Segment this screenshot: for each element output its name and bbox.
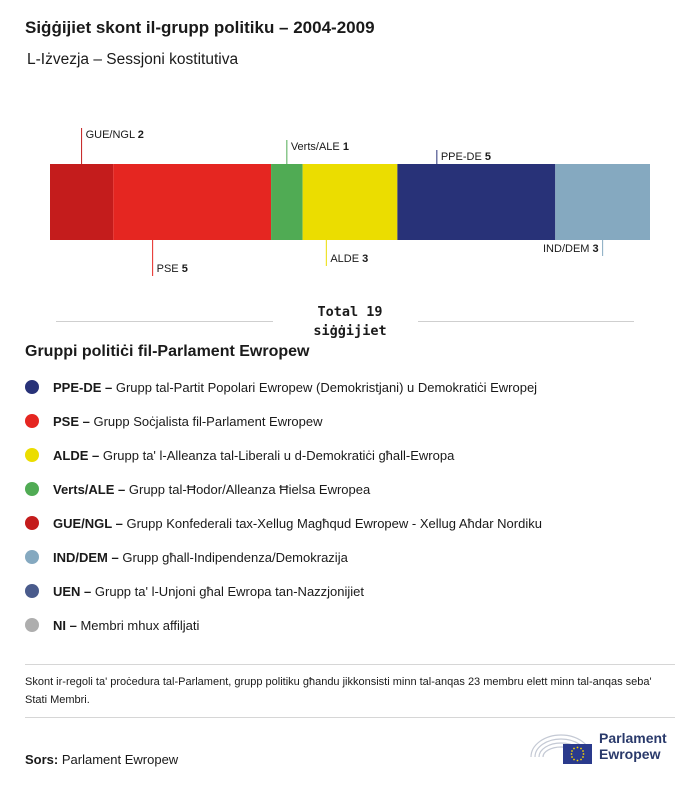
legend-description: Grupp għall-Indipendenza/Demokrazija <box>118 549 348 565</box>
segment-label-name: Verts/ALE <box>290 141 343 153</box>
stacked-bar-chart <box>0 120 700 285</box>
legend-abbr: PSE – <box>53 413 90 429</box>
legend-item <box>25 540 542 574</box>
segment-label-value: 2 <box>137 129 144 141</box>
european-parliament-logo <box>529 727 667 765</box>
segment-label <box>86 129 144 141</box>
segment-label <box>291 141 349 153</box>
source-label: Sors: <box>25 752 59 767</box>
hemicycle-flag-icon <box>529 727 593 765</box>
bar-segment <box>113 164 271 240</box>
legend-abbr: IND/DEM – <box>53 549 119 565</box>
bar-segment <box>303 164 398 240</box>
bar-segment <box>397 164 555 240</box>
bar-segment <box>555 164 650 240</box>
total-seats-label <box>284 303 416 341</box>
source-line <box>25 752 178 767</box>
legend-description: Grupp ta' l-Alleanza tal-Liberali u d-Demokratiċi għall-Ewropa <box>99 447 455 463</box>
legend-swatch <box>25 550 39 564</box>
legend-swatch <box>25 516 39 530</box>
bar-segment <box>50 164 113 240</box>
legend-item <box>25 608 542 642</box>
legend-swatch <box>25 482 39 496</box>
total-label-line1: Total 19 <box>317 304 383 320</box>
legend-item <box>25 404 542 438</box>
segment-label <box>157 263 188 275</box>
segment-label-name: PPE-DE <box>440 151 485 163</box>
legend-abbr: Verts/ALE – <box>53 481 126 497</box>
legend-item <box>25 506 542 540</box>
legend-abbr: UEN – <box>53 583 92 599</box>
legend-swatch <box>25 584 39 598</box>
segment-label <box>330 253 368 265</box>
bar-segment <box>271 164 303 240</box>
legend-item <box>25 370 542 404</box>
legend-description: Grupp ta' l-Unjoni għal Ewropa tan-Nazzjonijiet <box>91 583 365 599</box>
legend-item <box>25 438 542 472</box>
chart-title: Siġġijiet skont il-grupp politiku – 2004-2009 <box>25 18 375 37</box>
segment-label-name: IND/DEM <box>543 243 593 255</box>
logo-text <box>599 730 667 762</box>
segment-label <box>543 243 599 255</box>
segment-label-value: 5 <box>181 263 188 275</box>
legend-swatch <box>25 618 39 632</box>
legend-item <box>25 574 542 608</box>
total-label-line2: siġġijiet <box>313 323 387 339</box>
logo-line2: Ewropew <box>599 746 661 762</box>
legend-swatch <box>25 448 39 462</box>
legend-title: Gruppi politiċi fil-Parlament Ewropew <box>25 343 310 360</box>
legend-description: Grupp Konfederali tax-Xellug Magħqud Ewropew - Xellug Aħdar Nordiku <box>122 515 542 531</box>
legend-description: Grupp Soċjalista fil-Parlament Ewropew <box>89 413 323 429</box>
segment-label-name: ALDE <box>330 253 363 265</box>
footnote: Skont ir-regoli ta' proċedura tal-Parlament, grupp politiku għandu jikkonsisti minn tal-anqas 23 membru elett minn tal-anqas seba' Stati Membri. <box>25 676 652 706</box>
divider <box>25 664 675 665</box>
chart-subtitle: L-Iżvezja – Sessjoni kostitutiva <box>27 51 239 68</box>
segment-label-name: PSE <box>156 263 182 275</box>
segment-label-value: 3 <box>362 253 369 265</box>
legend-description: Membri mhux affiljati <box>76 617 200 633</box>
segment-label <box>441 151 491 163</box>
divider <box>25 717 675 718</box>
legend-abbr: NI – <box>53 617 77 633</box>
segment-label-name: GUE/NGL <box>85 129 138 141</box>
legend-description: Grupp tal-Ħodor/Alleanza Ħielsa Ewropea <box>125 481 371 497</box>
segment-label-value: 3 <box>592 243 599 255</box>
legend-abbr: GUE/NGL – <box>53 515 123 531</box>
legend-swatch <box>25 414 39 428</box>
total-divider-right <box>418 321 634 322</box>
legend-swatch <box>25 380 39 394</box>
legend-item <box>25 472 542 506</box>
source-value: Parlament Ewropew <box>61 752 179 767</box>
logo-line1: Parlament <box>599 730 667 746</box>
legend-abbr: PPE-DE – <box>53 379 113 395</box>
segment-label-value: 5 <box>484 151 491 163</box>
total-divider-left <box>56 321 273 322</box>
legend-description: Grupp tal-Partit Popolari Ewropew (Demokristjani) u Demokratiċi Ewropej <box>112 379 538 395</box>
legend-abbr: ALDE – <box>53 447 100 463</box>
segment-label-value: 1 <box>342 141 349 153</box>
legend <box>25 370 542 642</box>
